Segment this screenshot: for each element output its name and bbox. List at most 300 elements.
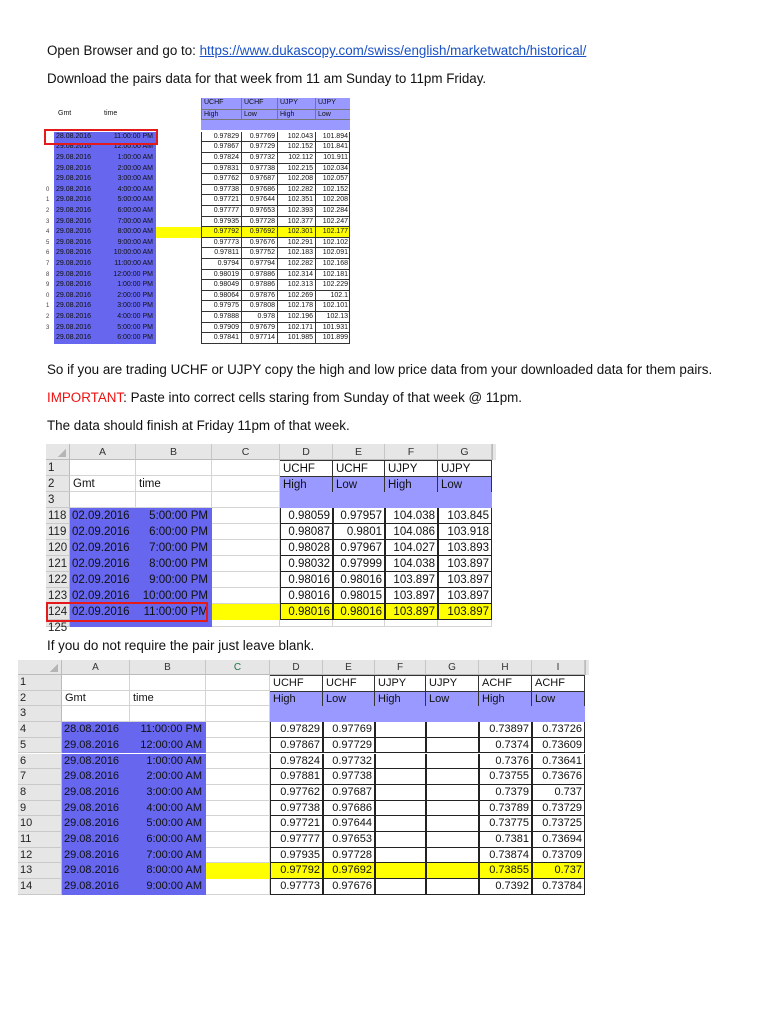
row-number	[46, 153, 54, 164]
price-cell: 0.73897	[479, 722, 532, 738]
instruction-important	[47, 390, 522, 405]
instruction-open-browser	[47, 43, 586, 58]
header-hl-cell: High	[201, 109, 241, 120]
blank-c-cell	[206, 832, 270, 848]
row-header: 124	[46, 604, 70, 620]
price-cell	[375, 722, 426, 738]
blank-c-cell	[206, 801, 270, 817]
date-cell: 29.08.2016	[62, 879, 130, 895]
price-cell: 0.98015	[333, 588, 385, 604]
dukascopy-link[interactable]: https://www.dukascopy.com/swiss/english/marketwatch/historical/	[199, 43, 587, 58]
date-cell: 29.08.2016	[62, 863, 130, 879]
price-cell: 102.284	[315, 206, 350, 217]
price-cell	[375, 816, 426, 832]
price-cell: 0.7379	[479, 785, 532, 801]
price-cell: 0.97935	[201, 217, 241, 228]
date-cell: 02.09.2016	[70, 540, 136, 556]
header-hl-cell: High	[375, 691, 426, 707]
price-cell: 0.73709	[532, 848, 585, 864]
price-cell: 103.897	[438, 588, 492, 604]
row-header: 2	[46, 476, 70, 492]
price-cell: 102.282	[277, 259, 315, 270]
header-pair-cell: UCHF	[270, 675, 323, 691]
price-cell: 0.97829	[270, 722, 323, 738]
date-cell-partial	[70, 620, 212, 627]
price-cell: 102.314	[277, 270, 315, 281]
date-cell: 02.09.2016	[70, 572, 136, 588]
time-cell: 8:00:00 AM	[102, 227, 156, 238]
price-cell: 102.102	[315, 238, 350, 249]
time-cell: 4:00:00 AM	[130, 801, 206, 817]
date-cell: 29.08.2016	[54, 270, 102, 281]
price-cell: 102.177	[315, 227, 350, 238]
price-cell: 0.97831	[201, 164, 241, 175]
row-header: 118	[46, 508, 70, 524]
price-cell: 102.13	[315, 312, 350, 323]
price-cell: 0.73775	[479, 816, 532, 832]
price-cell: 0.97738	[323, 769, 375, 785]
date-cell: 29.08.2016	[54, 291, 102, 302]
price-cell: 0.97653	[241, 206, 277, 217]
price-cell	[426, 722, 479, 738]
price-cell: 0.97957	[333, 508, 385, 524]
blank-c-cell	[206, 738, 270, 754]
time-cell: 2:00:00 PM	[102, 291, 156, 302]
row-header: 5	[18, 738, 62, 754]
price-cell: 0.97773	[270, 879, 323, 895]
price-cell: 0.97728	[323, 848, 375, 864]
price-cell: 0.97686	[323, 801, 375, 817]
header-pair-cell: UJPY	[277, 98, 315, 109]
column-header-f: F	[385, 444, 438, 460]
row-number: 2	[46, 314, 50, 320]
header-gmt-cell: Gmt	[58, 109, 72, 117]
price-cell	[426, 816, 479, 832]
column-header-b: B	[136, 444, 212, 460]
price-cell: 0.97829	[201, 132, 241, 143]
price-cell: 102.196	[277, 312, 315, 323]
price-cell	[426, 754, 479, 770]
price-cell: 103.845	[438, 508, 492, 524]
time-cell: 11:00:00 AM	[102, 259, 156, 270]
cut-off-column	[585, 660, 589, 675]
price-cell: 0.98087	[280, 524, 333, 540]
cut-off-column	[492, 444, 496, 460]
table-right-edge	[349, 132, 350, 344]
header-pair-cell: UCHF	[333, 460, 385, 476]
price-cell: 0.737	[532, 863, 585, 879]
header-hl-cell: Low	[241, 109, 277, 120]
price-cell: 0.7374	[479, 738, 532, 754]
row-number: 8	[46, 271, 50, 278]
grid-cell	[212, 460, 280, 476]
row-number	[46, 333, 54, 344]
price-cell: 101.931	[315, 323, 350, 334]
price-cell: 102.101	[315, 301, 350, 312]
blank-c-cell	[206, 769, 270, 785]
price-cell: 103.897	[438, 572, 492, 588]
price-cell: 0.97777	[270, 832, 323, 848]
grid-cell	[385, 620, 438, 627]
date-cell: 29.08.2016	[54, 195, 102, 206]
time-cell: 7:00:00 AM	[102, 217, 156, 228]
price-cell: 102.1	[315, 291, 350, 302]
header-blank-band	[201, 119, 350, 130]
price-cell: 0.73694	[532, 832, 585, 848]
row-header: 2	[18, 691, 62, 707]
header-hl-cell: Low	[438, 476, 492, 492]
header-pair-cell: UJPY	[375, 675, 426, 691]
price-cell: 0.7392	[479, 879, 532, 895]
time-cell: 4:00:00 AM	[102, 185, 156, 196]
price-cell: 0.98028	[280, 540, 333, 556]
row-header: 10	[18, 816, 62, 832]
price-cell: 102.269	[277, 291, 315, 302]
time-cell: 1:00:00 PM	[102, 280, 156, 291]
price-cell: 104.038	[385, 556, 438, 572]
header-time-cell: time	[133, 691, 154, 704]
price-cell: 102.152	[315, 185, 350, 196]
row-header: 123	[46, 588, 70, 604]
date-cell: 29.08.2016	[54, 238, 102, 249]
price-cell: 0.97769	[241, 132, 277, 143]
price-cell: 0.97644	[241, 195, 277, 206]
grid-cell	[62, 706, 130, 722]
price-cell: 0.98016	[333, 604, 385, 620]
price-cell: 102.168	[315, 259, 350, 270]
spreadsheet-screenshot-1	[46, 98, 348, 352]
price-cell	[426, 879, 479, 895]
time-cell: 1:00:00 AM	[130, 754, 206, 770]
price-cell: 101.841	[315, 142, 350, 153]
header-blank-band	[385, 492, 438, 508]
price-cell: 104.038	[385, 508, 438, 524]
price-cell: 0.97967	[333, 540, 385, 556]
row-number: 3	[46, 218, 50, 225]
time-cell: 12:00:00 PM	[102, 270, 156, 281]
date-cell: 29.08.2016	[54, 248, 102, 259]
price-cell: 0.73855	[479, 863, 532, 879]
price-cell: 0.73609	[532, 738, 585, 754]
header-pair-cell: UCHF	[280, 460, 333, 476]
column-header-c: C	[212, 444, 280, 460]
price-cell: 102.112	[277, 153, 315, 164]
time-cell: 8:00:00 AM	[130, 863, 206, 879]
column-header-b: B	[130, 660, 206, 675]
blank-c-cell	[212, 556, 280, 572]
time-cell: 9:00:00 AM	[130, 879, 206, 895]
price-cell: 0.97728	[241, 217, 277, 228]
grid-cell	[130, 675, 206, 691]
row-number: 0	[46, 292, 50, 299]
row-number	[46, 142, 54, 153]
grid-cell	[280, 620, 333, 627]
price-cell: 0.97692	[323, 863, 375, 879]
date-cell: 29.08.2016	[62, 801, 130, 817]
price-cell: 102.171	[277, 323, 315, 334]
price-cell: 0.73641	[532, 754, 585, 770]
price-cell: 0.97886	[241, 270, 277, 281]
price-cell: 0.97644	[323, 816, 375, 832]
date-cell: 29.08.2016	[54, 259, 102, 270]
header-blank-band	[438, 492, 492, 508]
price-cell: 103.897	[438, 604, 492, 620]
price-cell: 0.97687	[323, 785, 375, 801]
price-cell: 102.183	[277, 248, 315, 259]
price-cell: 0.73725	[532, 816, 585, 832]
time-cell: 5:00:00 AM	[102, 195, 156, 206]
header-hl-cell: Low	[333, 476, 385, 492]
price-cell: 0.98049	[201, 280, 241, 291]
price-cell: 102.313	[277, 280, 315, 291]
blank-c-cell	[206, 785, 270, 801]
price-cell	[375, 754, 426, 770]
row-number	[46, 174, 54, 185]
price-cell: 0.97738	[241, 164, 277, 175]
row-number: 1	[46, 303, 50, 310]
price-cell: 0.97721	[201, 195, 241, 206]
date-cell: 29.08.2016	[62, 754, 130, 770]
row-header: 14	[18, 879, 62, 895]
price-cell: 0.73676	[532, 769, 585, 785]
time-cell: 7:00:00 AM	[130, 848, 206, 864]
row-header: 122	[46, 572, 70, 588]
header-blank-band	[479, 706, 532, 722]
price-cell: 102.215	[277, 164, 315, 175]
grid-cell	[206, 691, 270, 707]
price-cell	[375, 863, 426, 879]
price-cell: 0.97769	[323, 722, 375, 738]
header-blank-band	[323, 706, 375, 722]
price-cell: 0.97777	[201, 206, 241, 217]
price-cell: 101.899	[315, 333, 350, 344]
time-cell: 3:00:00 AM	[102, 174, 156, 185]
grid-cell	[206, 675, 270, 691]
row-header: 119	[46, 524, 70, 540]
price-cell: 104.086	[385, 524, 438, 540]
row-header: 3	[46, 492, 70, 508]
column-header-d: D	[280, 444, 333, 460]
header-pair-cell: UCHF	[323, 675, 375, 691]
price-cell: 0.97676	[241, 238, 277, 249]
time-cell: 11:00:00 PM	[102, 132, 156, 143]
price-cell: 102.377	[277, 217, 315, 228]
date-cell: 29.08.2016	[54, 206, 102, 217]
price-cell: 102.208	[277, 174, 315, 185]
blank-c-cell	[206, 722, 270, 738]
time-cell: 6:00:00 PM	[136, 524, 212, 540]
grid-cell	[212, 492, 280, 508]
row-header: 4	[18, 722, 62, 738]
blank-c-cell	[212, 604, 280, 620]
price-cell: 0.97867	[201, 142, 241, 153]
header-pair-cell: ACHF	[532, 675, 585, 691]
header-hl-cell: Low	[426, 691, 479, 707]
time-cell: 12:00:00 AM	[130, 738, 206, 754]
date-cell: 29.08.2016	[54, 142, 102, 153]
highlight-gap-cell	[156, 227, 201, 238]
column-header-g: G	[426, 660, 479, 675]
time-cell: 9:00:00 PM	[136, 572, 212, 588]
price-cell: 0.73726	[532, 722, 585, 738]
price-cell: 102.057	[315, 174, 350, 185]
price-cell: 0.9794	[201, 259, 241, 270]
price-cell: 0.97752	[241, 248, 277, 259]
price-cell: 0.97876	[241, 291, 277, 302]
time-cell: 5:00:00 PM	[136, 508, 212, 524]
time-cell: 2:00:00 AM	[130, 769, 206, 785]
price-cell: 0.97687	[241, 174, 277, 185]
header-blank-band	[532, 706, 585, 722]
price-cell: 0.97824	[201, 153, 241, 164]
time-cell: 12:00:00 AM	[102, 142, 156, 153]
price-cell: 0.98019	[201, 270, 241, 281]
price-cell: 0.97792	[201, 227, 241, 238]
price-cell: 0.97738	[201, 185, 241, 196]
blank-c-cell	[212, 572, 280, 588]
header-pair-cell: UCHF	[201, 98, 241, 109]
price-cell: 0.97867	[270, 738, 323, 754]
instruction-open-browser-text: Open Browser and go to:	[47, 43, 196, 58]
date-cell: 29.08.2016	[54, 164, 102, 175]
price-cell: 0.98064	[201, 291, 241, 302]
price-cell	[375, 879, 426, 895]
price-cell: 0.97729	[323, 738, 375, 754]
time-cell: 6:00:00 PM	[102, 333, 156, 344]
time-cell: 5:00:00 AM	[130, 816, 206, 832]
row-header: 125	[46, 620, 70, 627]
column-header-g: G	[438, 444, 492, 460]
price-cell: 0.98016	[333, 572, 385, 588]
header-hl-cell: High	[280, 476, 333, 492]
price-cell: 0.97679	[241, 323, 277, 334]
price-cell: 0.73789	[479, 801, 532, 817]
time-cell: 8:00:00 PM	[136, 556, 212, 572]
date-cell: 02.09.2016	[70, 524, 136, 540]
grid-cell	[130, 706, 206, 722]
blank-c-cell	[212, 540, 280, 556]
price-cell: 101.911	[315, 153, 350, 164]
price-cell	[426, 863, 479, 879]
price-cell: 103.893	[438, 540, 492, 556]
header-hl-cell: Low	[323, 691, 375, 707]
grid-cell	[136, 492, 212, 508]
price-cell: 103.897	[385, 588, 438, 604]
time-cell: 4:00:00 PM	[102, 312, 156, 323]
price-cell: 0.7376	[479, 754, 532, 770]
date-cell: 29.08.2016	[54, 301, 102, 312]
price-cell	[375, 769, 426, 785]
price-cell: 0.97738	[270, 801, 323, 817]
price-cell: 0.98032	[280, 556, 333, 572]
price-cell: 0.97794	[241, 259, 277, 270]
blank-c-cell	[206, 863, 270, 879]
price-cell: 103.897	[385, 604, 438, 620]
row-number	[46, 132, 54, 143]
time-cell: 7:00:00 PM	[136, 540, 212, 556]
price-cell: 104.027	[385, 540, 438, 556]
price-cell: 0.98016	[280, 604, 333, 620]
price-cell: 0.97721	[270, 816, 323, 832]
price-cell: 0.737	[532, 785, 585, 801]
row-number: 0	[46, 186, 50, 193]
date-cell: 29.08.2016	[54, 185, 102, 196]
price-cell: 102.229	[315, 280, 350, 291]
date-cell: 29.08.2016	[62, 738, 130, 754]
header-pair-cell: UJPY	[438, 460, 492, 476]
price-cell: 102.043	[277, 132, 315, 143]
row-header: 8	[18, 785, 62, 801]
price-cell	[426, 801, 479, 817]
time-cell: 3:00:00 AM	[130, 785, 206, 801]
time-cell: 10:00:00 PM	[136, 588, 212, 604]
row-header: 13	[18, 863, 62, 879]
price-cell: 0.97732	[241, 153, 277, 164]
grid-cell	[62, 675, 130, 691]
price-cell	[375, 801, 426, 817]
column-header-a: A	[70, 444, 136, 460]
header-blank-band	[426, 706, 479, 722]
price-cell: 0.97676	[323, 879, 375, 895]
date-cell: 29.08.2016	[54, 333, 102, 344]
price-cell: 101.985	[277, 333, 315, 344]
price-cell: 0.97729	[241, 142, 277, 153]
column-header-f: F	[375, 660, 426, 675]
header-time-cell: time	[104, 109, 118, 117]
header-hl-cell: High	[479, 691, 532, 707]
price-cell: 0.73784	[532, 879, 585, 895]
row-number: 7	[46, 261, 50, 267]
price-cell: 0.97692	[241, 227, 277, 238]
time-cell: 11:00:00 PM	[136, 604, 212, 620]
price-cell: 0.7381	[479, 832, 532, 848]
row-header: 9	[18, 801, 62, 817]
grid-cell	[70, 492, 136, 508]
blank-c-cell	[206, 879, 270, 895]
date-cell: 29.08.2016	[62, 816, 130, 832]
price-cell: 0.9801	[333, 524, 385, 540]
price-cell: 102.351	[277, 195, 315, 206]
time-cell: 6:00:00 AM	[130, 832, 206, 848]
header-hl-cell: High	[385, 476, 438, 492]
price-cell: 102.282	[277, 185, 315, 196]
instruction-leave-blank: If you do not require the pair just leave blank.	[47, 638, 315, 653]
price-cell: 102.393	[277, 206, 315, 217]
price-cell: 103.918	[438, 524, 492, 540]
date-cell: 28.08.2016	[62, 722, 130, 738]
row-number: 5	[46, 239, 50, 246]
row-header: 1	[46, 460, 70, 476]
price-cell: 102.152	[277, 142, 315, 153]
header-gmt-cell: Gmt	[65, 691, 86, 704]
grid-cell	[212, 476, 280, 492]
price-cell: 0.97935	[270, 848, 323, 864]
instruction-download: Download the pairs data for that week from 11 am Sunday to 11pm Friday.	[47, 71, 487, 86]
row-number: 2	[46, 208, 50, 214]
row-header: 120	[46, 540, 70, 556]
price-cell: 0.97975	[201, 301, 241, 312]
column-header-a: A	[62, 660, 130, 675]
date-cell: 29.08.2016	[62, 769, 130, 785]
date-cell: 29.08.2016	[62, 832, 130, 848]
important-text: : Paste into correct cells staring from Sunday of that week @ 11pm.	[123, 390, 523, 405]
price-cell: 102.301	[277, 227, 315, 238]
price-cell	[426, 769, 479, 785]
price-cell: 0.98016	[280, 572, 333, 588]
date-cell: 29.08.2016	[54, 280, 102, 291]
time-cell: 3:00:00 PM	[102, 301, 156, 312]
price-cell	[426, 848, 479, 864]
